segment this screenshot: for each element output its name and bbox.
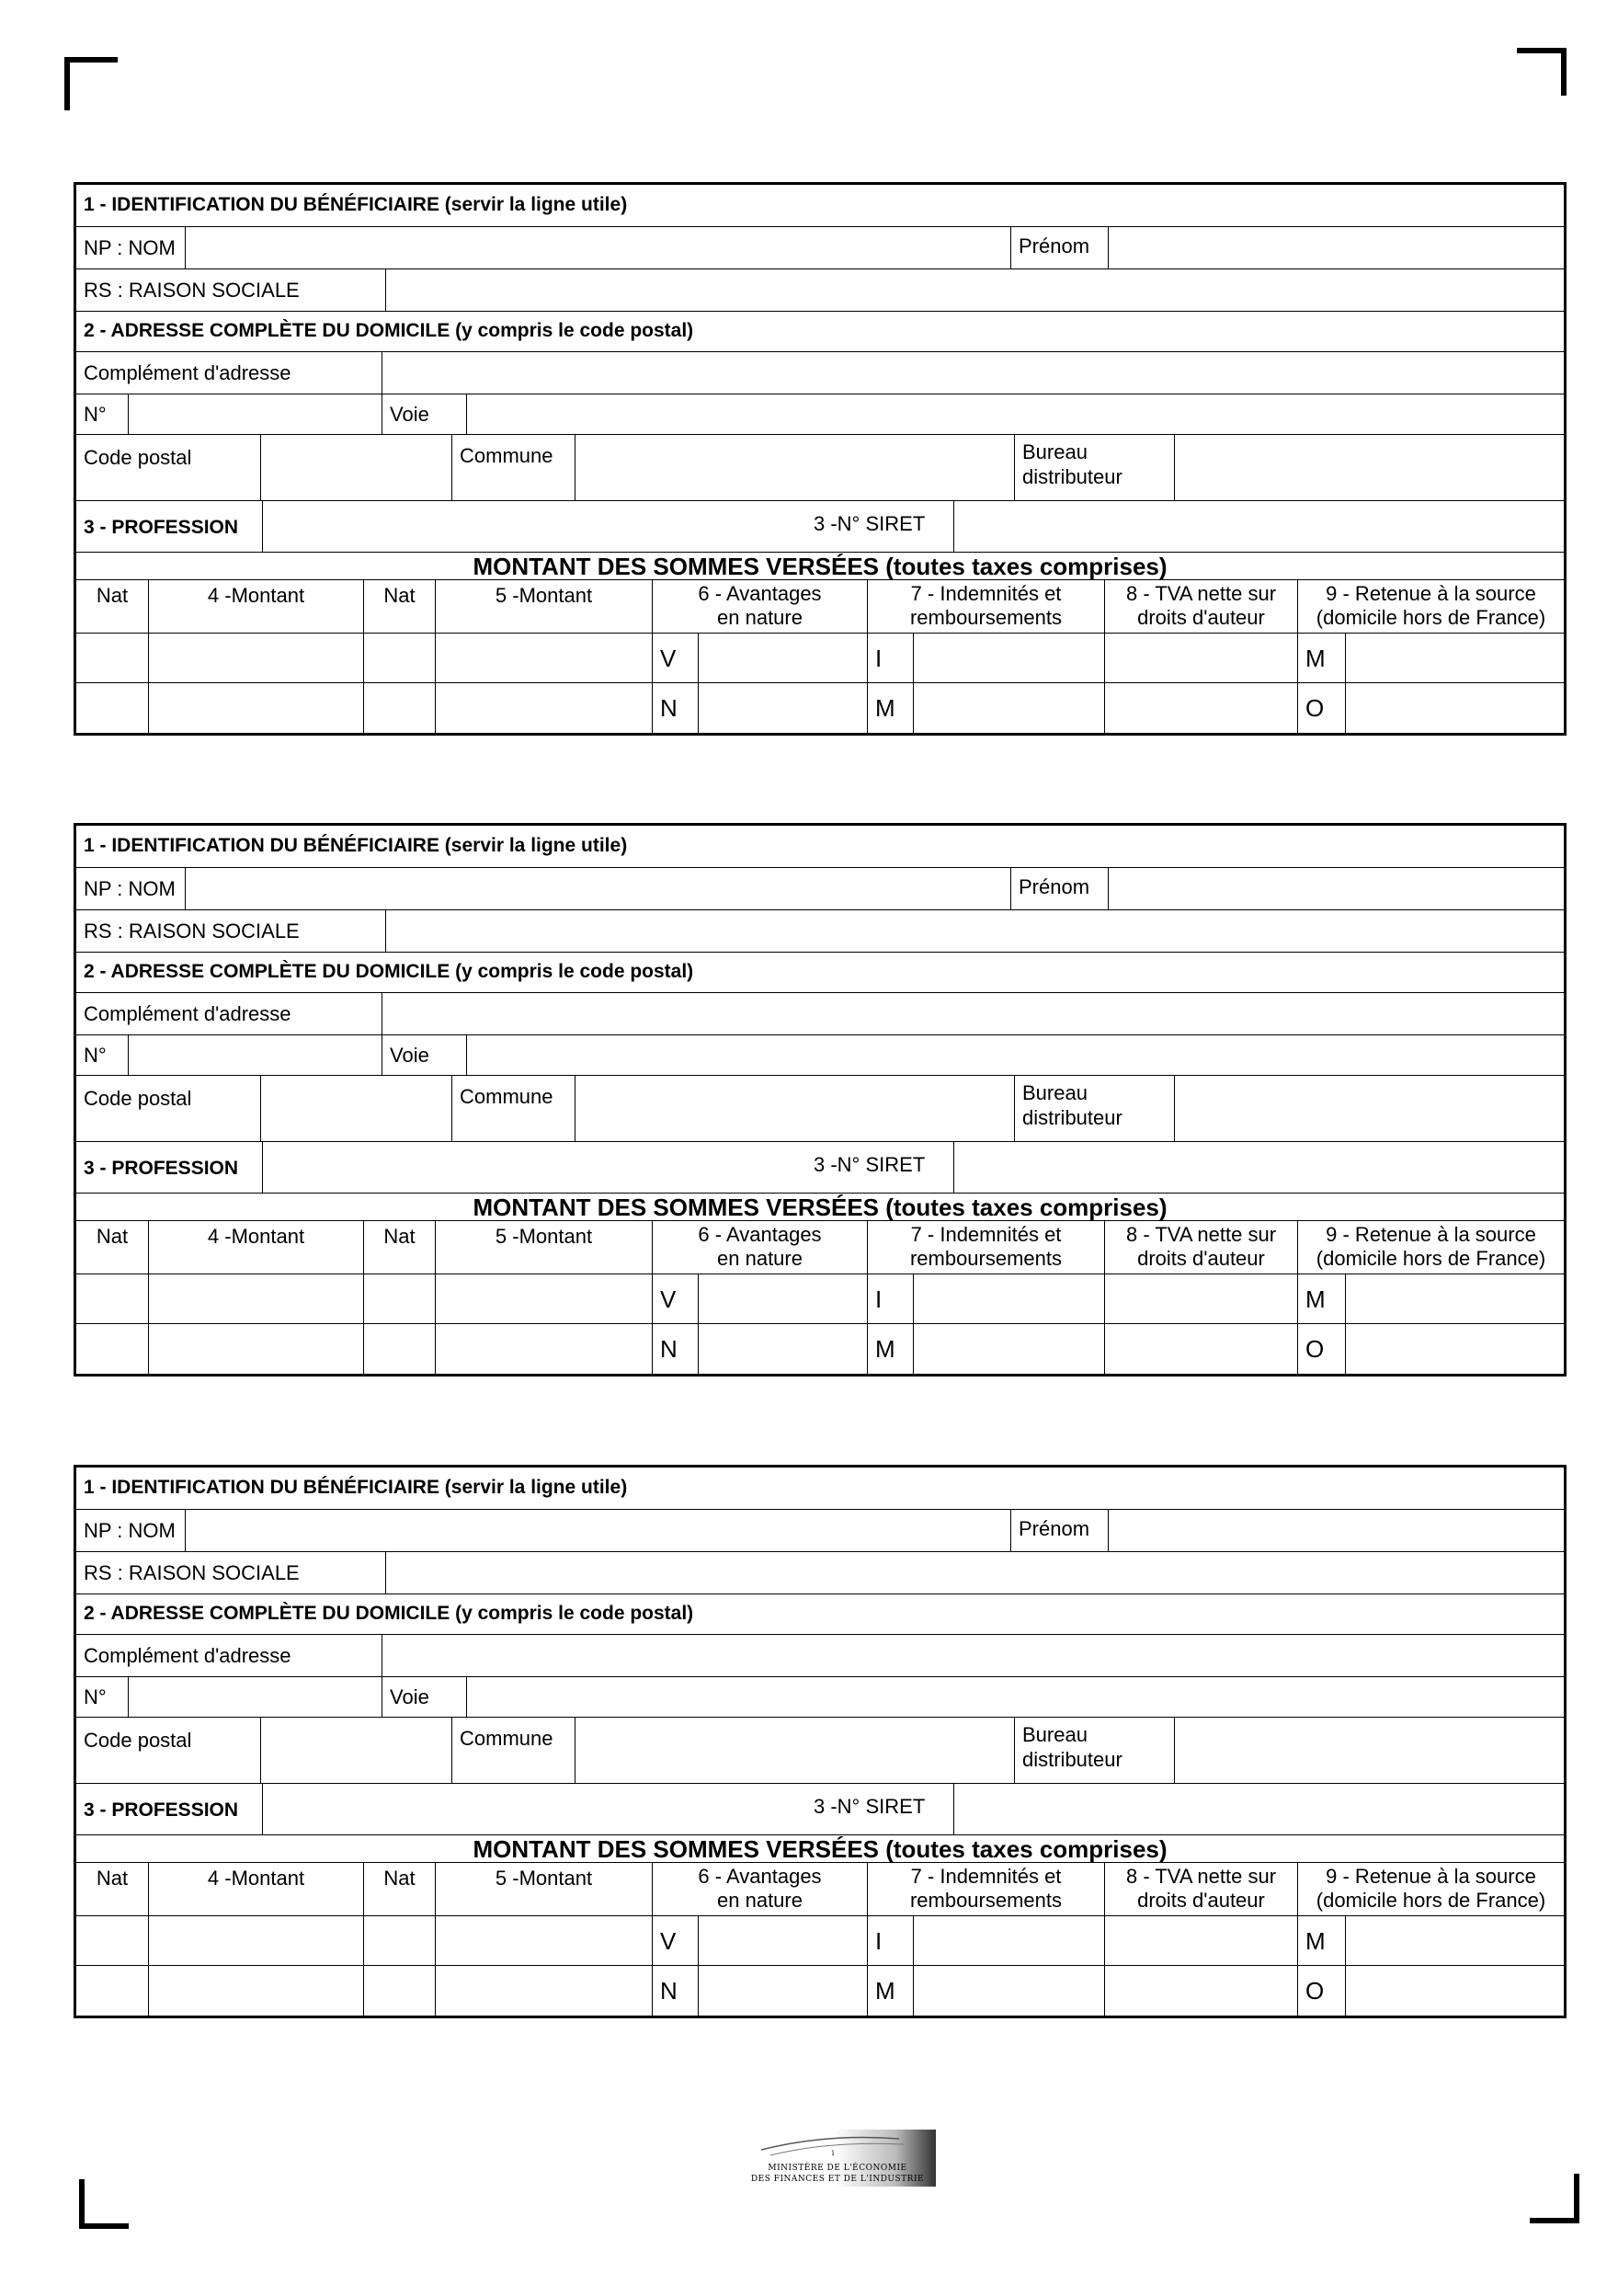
section-2-header bbox=[76, 1594, 1564, 1635]
raison-sociale-field[interactable] bbox=[385, 1552, 1564, 1593]
montant-5-field[interactable] bbox=[435, 634, 652, 682]
crop-mark-bottom-right bbox=[1574, 2174, 1579, 2223]
col-6-line2: en nature bbox=[717, 1247, 803, 1270]
montant-data-row-2 bbox=[76, 1966, 1564, 2016]
prenom-field[interactable] bbox=[1108, 868, 1564, 909]
code-m: M bbox=[875, 1335, 895, 1363]
col-nat-1: Nat bbox=[96, 1225, 129, 1248]
nom-label: NP : NOM bbox=[84, 236, 176, 259]
siret-label: 3 -N° SIRET bbox=[814, 1153, 926, 1176]
section-1-header bbox=[76, 1468, 1564, 1510]
tva-field[interactable] bbox=[1104, 634, 1297, 682]
row-complement bbox=[76, 993, 1564, 1035]
numero-label: N° bbox=[84, 1044, 107, 1067]
beneficiary-form-1 bbox=[74, 182, 1567, 736]
col-7-line2: remboursements bbox=[909, 606, 1063, 629]
avantages-n-field[interactable] bbox=[698, 683, 867, 733]
section-1-note: (servir la ligne utile) bbox=[444, 194, 628, 215]
nat-field[interactable] bbox=[76, 683, 148, 733]
nom-field[interactable] bbox=[185, 227, 1010, 268]
voie-field[interactable] bbox=[466, 1677, 1564, 1717]
col-9-line2: (domicile hors de France) bbox=[1316, 1889, 1546, 1912]
row-raison-sociale bbox=[76, 269, 1564, 312]
voie-label: Voie bbox=[390, 1044, 429, 1067]
crop-mark-bottom-left-h bbox=[79, 2223, 129, 2229]
retenue-m-field[interactable] bbox=[1345, 1916, 1564, 1965]
retenue-m-field[interactable] bbox=[1345, 634, 1564, 682]
voie-label: Voie bbox=[390, 1685, 429, 1708]
bureau-label-1: Bureau bbox=[1022, 1081, 1088, 1104]
row-profession bbox=[76, 1784, 1564, 1835]
tva-field[interactable] bbox=[1104, 1274, 1297, 1323]
col-nat-1: Nat bbox=[96, 584, 129, 607]
row-voie bbox=[76, 1035, 1564, 1076]
bureau-field[interactable] bbox=[1174, 1076, 1564, 1141]
commune-field[interactable] bbox=[575, 1718, 1014, 1783]
code-postal-field[interactable] bbox=[260, 1718, 451, 1783]
montant-5-field[interactable] bbox=[435, 683, 652, 733]
row-profession bbox=[76, 1142, 1564, 1194]
montant-header: MONTANT DES SOMMES VERSÉES (toutes taxes comprises) bbox=[473, 1194, 1168, 1221]
raison-sociale-label: RS : RAISON SOCIALE bbox=[84, 279, 300, 302]
raison-sociale-label: RS : RAISON SOCIALE bbox=[84, 1561, 300, 1584]
col-montant-4: 4 -Montant bbox=[148, 580, 363, 633]
col-montant-4: 4 -Montant bbox=[148, 1221, 363, 1274]
bureau-field[interactable] bbox=[1174, 1718, 1564, 1783]
siret-label: 3 -N° SIRET bbox=[814, 512, 926, 535]
profession-label: 3 - PROFESSION bbox=[84, 1799, 239, 1821]
commune-label: Commune bbox=[460, 1727, 553, 1750]
section-2-header bbox=[76, 312, 1564, 352]
code-m: M bbox=[875, 694, 895, 722]
complement-field[interactable] bbox=[382, 1635, 1564, 1676]
col-nat-2: Nat bbox=[363, 1221, 435, 1274]
numero-field[interactable] bbox=[128, 1677, 382, 1717]
prenom-field[interactable] bbox=[1108, 227, 1564, 268]
col-6-line1: 6 - Avantages bbox=[698, 1865, 822, 1888]
section-1-title: 1 - IDENTIFICATION DU BÉNÉFICIAIRE bbox=[84, 835, 439, 856]
raison-sociale-field[interactable] bbox=[385, 269, 1564, 311]
section-2-title: 2 - ADRESSE COMPLÈTE DU DOMICILE bbox=[84, 1603, 450, 1624]
nat-field[interactable] bbox=[363, 683, 435, 733]
code-v: V bbox=[660, 1285, 677, 1313]
section-1-note: (servir la ligne utile) bbox=[444, 1477, 628, 1498]
col-9-line1: 9 - Retenue à la source bbox=[1326, 1223, 1536, 1246]
siret-field[interactable] bbox=[953, 1784, 1564, 1834]
code-postal-field[interactable] bbox=[260, 1076, 451, 1141]
row-raison-sociale bbox=[76, 910, 1564, 953]
montant-header-row bbox=[76, 1194, 1564, 1221]
section-2-note: (y compris le code postal) bbox=[455, 1603, 694, 1624]
row-commune bbox=[76, 435, 1564, 501]
prenom-field[interactable] bbox=[1108, 1510, 1564, 1551]
col-9-line2: (domicile hors de France) bbox=[1316, 1247, 1546, 1270]
avantages-n-field[interactable] bbox=[698, 1324, 867, 1374]
code-i: I bbox=[875, 645, 883, 672]
row-raison-sociale bbox=[76, 1552, 1564, 1594]
col-8-line2: droits d'auteur bbox=[1137, 1889, 1265, 1912]
code-m: M bbox=[1305, 1927, 1326, 1955]
row-profession bbox=[76, 501, 1564, 553]
avantages-v-field[interactable] bbox=[698, 1916, 867, 1965]
montant-4-field[interactable] bbox=[148, 683, 363, 733]
montant-5-field[interactable] bbox=[435, 1274, 652, 1323]
col-montant-5: 5 -Montant bbox=[435, 580, 652, 633]
raison-sociale-label: RS : RAISON SOCIALE bbox=[84, 920, 300, 942]
logo-line-2: DES FINANCES ET DE L'INDUSTRIE bbox=[750, 2175, 925, 2184]
nom-label: NP : NOM bbox=[84, 877, 176, 900]
col-6-line1: 6 - Avantages bbox=[698, 1223, 822, 1246]
retenue-o-field[interactable] bbox=[1345, 1324, 1564, 1374]
commune-label: Commune bbox=[460, 1085, 553, 1108]
section-2-header bbox=[76, 953, 1564, 993]
logo-line-1: MINISTÈRE DE L'ÉCONOMIE bbox=[768, 2164, 907, 2173]
code-postal-label: Code postal bbox=[84, 1729, 192, 1752]
section-1-title: 1 - IDENTIFICATION DU BÉNÉFICIAIRE bbox=[84, 1477, 439, 1498]
col-7-line1: 7 - Indemnités et bbox=[910, 582, 1062, 605]
col-8-line1: 8 - TVA nette sur bbox=[1125, 1223, 1277, 1246]
tva-field[interactable] bbox=[1104, 683, 1297, 733]
indemnites-i-field[interactable] bbox=[913, 1916, 1104, 1965]
complement-field[interactable] bbox=[382, 993, 1564, 1034]
code-i: I bbox=[875, 1285, 883, 1313]
col-9-line1: 9 - Retenue à la source bbox=[1326, 1865, 1536, 1888]
indemnites-i-field[interactable] bbox=[913, 1274, 1104, 1323]
code-postal-label: Code postal bbox=[84, 1087, 192, 1110]
row-nom bbox=[76, 1510, 1564, 1552]
col-7-line1: 7 - Indemnités et bbox=[910, 1223, 1062, 1246]
col-7-line2: remboursements bbox=[909, 1247, 1063, 1270]
montant-4-field[interactable] bbox=[148, 1274, 363, 1323]
code-n: N bbox=[660, 1977, 678, 2005]
svg-text:i: i bbox=[831, 2149, 835, 2157]
montant-columns-row bbox=[76, 580, 1564, 634]
col-montant-4: 4 -Montant bbox=[148, 1863, 363, 1915]
numero-field[interactable] bbox=[128, 1035, 382, 1075]
bureau-field[interactable] bbox=[1174, 435, 1564, 500]
tva-field[interactable] bbox=[1104, 1966, 1297, 2016]
voie-field[interactable] bbox=[466, 394, 1564, 434]
col-7-line1: 7 - Indemnités et bbox=[910, 1865, 1062, 1888]
col-9-line2: (domicile hors de France) bbox=[1316, 606, 1546, 629]
col-montant-5: 5 -Montant bbox=[435, 1863, 652, 1915]
row-commune bbox=[76, 1718, 1564, 1784]
voie-label: Voie bbox=[390, 403, 429, 426]
siret-label: 3 -N° SIRET bbox=[814, 1795, 926, 1818]
retenue-o-field[interactable] bbox=[1345, 1966, 1564, 2016]
section-2-note: (y compris le code postal) bbox=[455, 320, 694, 341]
row-nom bbox=[76, 227, 1564, 269]
beneficiary-form-2 bbox=[74, 823, 1567, 1376]
code-m: M bbox=[875, 1977, 895, 2005]
code-n: N bbox=[660, 1335, 678, 1363]
numero-field[interactable] bbox=[128, 394, 382, 434]
col-8-line1: 8 - TVA nette sur bbox=[1125, 582, 1277, 605]
col-7-line2: remboursements bbox=[909, 1889, 1063, 1912]
montant-data-row-1 bbox=[76, 1274, 1564, 1324]
montant-4-field[interactable] bbox=[148, 1966, 363, 2016]
profession-label: 3 - PROFESSION bbox=[84, 517, 239, 538]
numero-label: N° bbox=[84, 1685, 107, 1708]
montant-data-row-2 bbox=[76, 683, 1564, 733]
code-v: V bbox=[660, 645, 677, 672]
indemnites-m-field[interactable] bbox=[913, 683, 1104, 733]
complement-label: Complément d'adresse bbox=[84, 361, 291, 384]
complement-label: Complément d'adresse bbox=[84, 1644, 291, 1667]
section-1-note: (servir la ligne utile) bbox=[444, 835, 628, 856]
bureau-label-2: distributeur bbox=[1022, 1748, 1122, 1771]
nom-label: NP : NOM bbox=[84, 1519, 176, 1542]
nat-field[interactable] bbox=[76, 1324, 148, 1374]
retenue-m-field[interactable] bbox=[1345, 1274, 1564, 1323]
row-voie bbox=[76, 394, 1564, 435]
prenom-label: Prénom bbox=[1019, 875, 1090, 898]
montant-4-field[interactable] bbox=[148, 1324, 363, 1374]
col-9-line1: 9 - Retenue à la source bbox=[1326, 582, 1536, 605]
section-1-title: 1 - IDENTIFICATION DU BÉNÉFICIAIRE bbox=[84, 194, 439, 215]
code-o: O bbox=[1305, 1335, 1325, 1363]
montant-5-field[interactable] bbox=[435, 1966, 652, 2016]
profession-field[interactable] bbox=[262, 1142, 806, 1193]
commune-field[interactable] bbox=[575, 435, 1014, 500]
nat-field[interactable] bbox=[363, 1966, 435, 2016]
row-complement bbox=[76, 1635, 1564, 1677]
avantages-n-field[interactable] bbox=[698, 1966, 867, 2016]
code-postal-label: Code postal bbox=[84, 446, 192, 469]
nom-field[interactable] bbox=[185, 1510, 1010, 1551]
row-nom bbox=[76, 868, 1564, 910]
voie-field[interactable] bbox=[466, 1035, 1564, 1075]
commune-label: Commune bbox=[460, 444, 553, 467]
row-voie bbox=[76, 1677, 1564, 1718]
crop-mark-top-right bbox=[1561, 48, 1567, 96]
complement-field[interactable] bbox=[382, 352, 1564, 394]
profession-label: 3 - PROFESSION bbox=[84, 1158, 239, 1179]
col-6-line2: en nature bbox=[717, 606, 803, 629]
tva-field[interactable] bbox=[1104, 1324, 1297, 1374]
section-1-header bbox=[76, 185, 1564, 227]
commune-field[interactable] bbox=[575, 1076, 1014, 1141]
crop-mark-bottom-right-h bbox=[1530, 2218, 1579, 2223]
montant-data-row-2 bbox=[76, 1324, 1564, 1374]
section-2-note: (y compris le code postal) bbox=[455, 961, 694, 982]
nat-field[interactable] bbox=[363, 1274, 435, 1323]
code-m: M bbox=[1305, 645, 1326, 672]
bureau-label-1: Bureau bbox=[1022, 440, 1088, 463]
montant-columns-row bbox=[76, 1221, 1564, 1274]
bureau-label-2: distributeur bbox=[1022, 465, 1122, 488]
code-v: V bbox=[660, 1927, 677, 1955]
montant-5-field[interactable] bbox=[435, 1324, 652, 1374]
col-nat-2: Nat bbox=[363, 1863, 435, 1915]
col-nat-1: Nat bbox=[96, 1867, 129, 1890]
col-8-line2: droits d'auteur bbox=[1137, 606, 1265, 629]
col-6-line2: en nature bbox=[717, 1889, 803, 1912]
indemnites-i-field[interactable] bbox=[913, 634, 1104, 682]
avantages-v-field[interactable] bbox=[698, 1274, 867, 1323]
montant-columns-row bbox=[76, 1863, 1564, 1916]
row-complement bbox=[76, 352, 1564, 394]
avantages-v-field[interactable] bbox=[698, 634, 867, 682]
nat-field[interactable] bbox=[76, 634, 148, 682]
code-i: I bbox=[875, 1927, 883, 1955]
tva-field[interactable] bbox=[1104, 1916, 1297, 1965]
code-o: O bbox=[1305, 1977, 1325, 2005]
crop-mark-bottom-left bbox=[79, 2179, 85, 2229]
code-n: N bbox=[660, 694, 678, 722]
montant-5-field[interactable] bbox=[435, 1916, 652, 1965]
montant-4-field[interactable] bbox=[148, 634, 363, 682]
montant-header: MONTANT DES SOMMES VERSÉES (toutes taxes comprises) bbox=[473, 1835, 1168, 1863]
col-6-line1: 6 - Avantages bbox=[698, 582, 822, 605]
montant-header-row bbox=[76, 1835, 1564, 1863]
profession-field[interactable] bbox=[262, 501, 806, 552]
nat-field[interactable] bbox=[363, 1324, 435, 1374]
indemnites-m-field[interactable] bbox=[913, 1324, 1104, 1374]
raison-sociale-field[interactable] bbox=[385, 910, 1564, 952]
complement-label: Complément d'adresse bbox=[84, 1002, 291, 1025]
nat-field[interactable] bbox=[76, 1966, 148, 2016]
nat-field[interactable] bbox=[363, 634, 435, 682]
code-o: O bbox=[1305, 694, 1325, 722]
ministry-logo bbox=[724, 2130, 945, 2194]
row-commune bbox=[76, 1076, 1564, 1142]
montant-header: MONTANT DES SOMMES VERSÉES (toutes taxes comprises) bbox=[473, 553, 1168, 580]
numero-label: N° bbox=[84, 403, 107, 426]
bureau-label-2: distributeur bbox=[1022, 1106, 1122, 1129]
montant-data-row-1 bbox=[76, 1916, 1564, 1966]
col-montant-5: 5 -Montant bbox=[435, 1221, 652, 1274]
indemnites-m-field[interactable] bbox=[913, 1966, 1104, 2016]
col-nat-2: Nat bbox=[363, 580, 435, 633]
crop-mark-top-right-h bbox=[1517, 48, 1567, 53]
montant-data-row-1 bbox=[76, 634, 1564, 683]
montant-4-field[interactable] bbox=[148, 1916, 363, 1965]
siret-field[interactable] bbox=[953, 1142, 1564, 1193]
nat-field[interactable] bbox=[76, 1274, 148, 1323]
montant-header-row bbox=[76, 553, 1564, 580]
siret-field[interactable] bbox=[953, 501, 1564, 552]
crop-mark-top-left bbox=[64, 57, 70, 110]
section-2-title: 2 - ADRESSE COMPLÈTE DU DOMICILE bbox=[84, 320, 450, 341]
col-8-line1: 8 - TVA nette sur bbox=[1125, 1865, 1277, 1888]
beneficiary-form-3 bbox=[74, 1465, 1567, 2018]
bureau-label-1: Bureau bbox=[1022, 1723, 1088, 1746]
crop-mark-top-left-h bbox=[64, 57, 118, 63]
section-2-title: 2 - ADRESSE COMPLÈTE DU DOMICILE bbox=[84, 961, 450, 982]
section-1-header bbox=[76, 826, 1564, 868]
prenom-label: Prénom bbox=[1019, 1517, 1090, 1540]
code-m: M bbox=[1305, 1285, 1326, 1313]
nat-field[interactable] bbox=[363, 1916, 435, 1965]
prenom-label: Prénom bbox=[1019, 234, 1090, 257]
profession-field[interactable] bbox=[262, 1784, 806, 1834]
retenue-o-field[interactable] bbox=[1345, 683, 1564, 733]
col-8-line2: droits d'auteur bbox=[1137, 1247, 1265, 1270]
code-postal-field[interactable] bbox=[260, 435, 451, 500]
nom-field[interactable] bbox=[185, 868, 1010, 909]
nat-field[interactable] bbox=[76, 1916, 148, 1965]
